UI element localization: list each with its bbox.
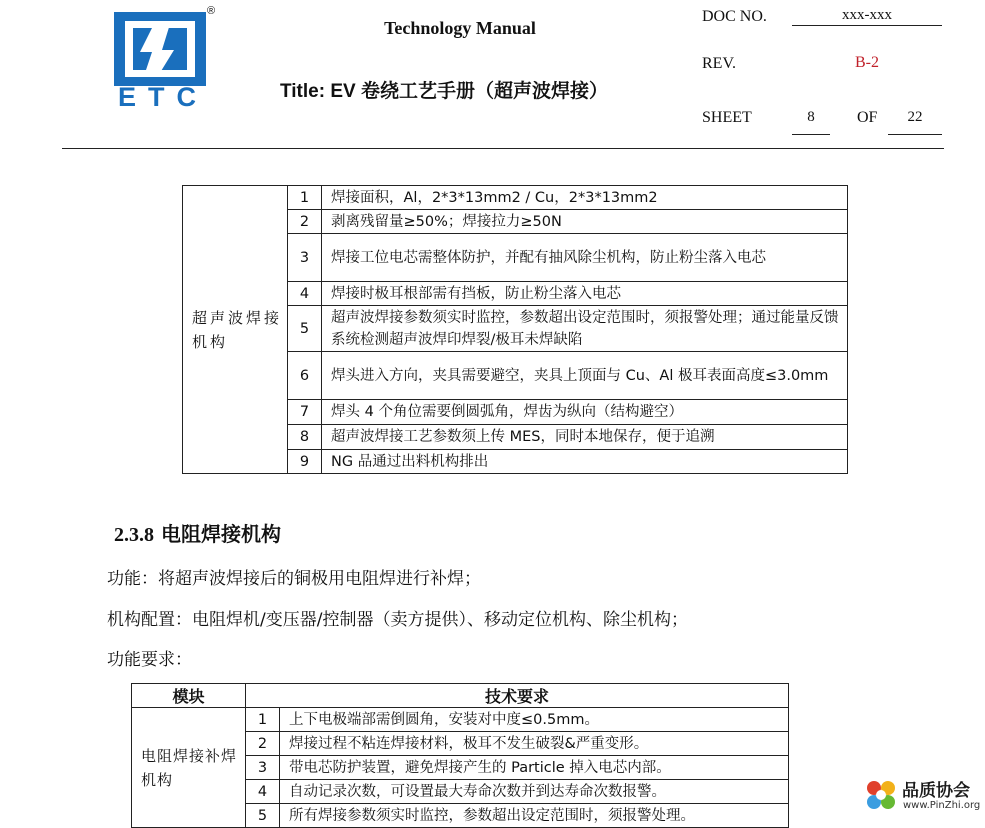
header-requirements: 技术要求 — [246, 684, 789, 708]
row-number: 2 — [288, 210, 322, 234]
requirements-paragraph: 功能要求： — [107, 650, 192, 670]
pinzhi-logo-icon — [862, 778, 900, 816]
header-divider — [62, 148, 944, 149]
row-number: 1 — [288, 186, 322, 210]
requirement-text: 剥离残留量≥50%；焊接拉力≥50N — [322, 210, 848, 234]
requirement-text: 焊头 4 个角位需要倒圆弧角，焊齿为纵向（结构避空） — [322, 400, 848, 425]
requirement-text: 自动记录次数，可设置最大寿命次数并到达寿命次数报警。 — [280, 780, 789, 804]
requirement-text: 超声波焊接工艺参数须上传 MES，同时本地保存，便于追溯 — [322, 425, 848, 450]
requirement-text: 焊接面积，Al，2*3*13mm2 / Cu，2*3*13mm2 — [322, 186, 848, 210]
row-number: 5 — [288, 306, 322, 352]
row-number: 3 — [246, 756, 280, 780]
row-number: 2 — [246, 732, 280, 756]
section-title: 电阻焊接机构 — [160, 522, 281, 546]
row-number: 4 — [288, 282, 322, 306]
etc-logo — [114, 12, 206, 86]
registered-mark: ® — [207, 5, 216, 17]
requirement-text: 焊接时极耳根部需有挡板，防止粉尘落入电芯 — [322, 282, 848, 306]
section-heading — [114, 518, 281, 547]
row-number: 4 — [246, 780, 280, 804]
table-row — [183, 186, 848, 210]
watermark-url: www.PinZhi.org — [903, 800, 981, 811]
requirement-text: 焊接过程不粘连焊接材料，极耳不发生破裂&严重变形。 — [280, 732, 789, 756]
requirement-text: 所有焊接参数须实时监控，参数超出设定范围时，须报警处理。 — [280, 804, 789, 828]
row-number: 7 — [288, 400, 322, 425]
module-cell: 超声波焊接机构 — [183, 186, 288, 474]
watermark-name: 品质协会 — [902, 781, 970, 801]
row-number: 3 — [288, 234, 322, 282]
requirement-text: 超声波焊接参数须实时监控，参数超出设定范围时，须报警处理；通过能量反馈系统检测超声波焊印焊裂/极耳未焊缺陷 — [322, 306, 848, 352]
ultrasonic-welding-table — [182, 185, 848, 474]
rev-value: B-2 — [855, 54, 879, 71]
requirement-text: 焊接工位电芯需整体防护，并配有抽风除尘机构，防止粉尘落入电芯 — [322, 234, 848, 282]
requirement-text: NG 品通过出料机构排出 — [322, 450, 848, 474]
header-module: 模块 — [132, 684, 246, 708]
document-title: Title: EV 卷绕工艺手册（超声波焊接） — [280, 81, 608, 102]
row-number: 8 — [288, 425, 322, 450]
section-number: 2.3.8 — [114, 524, 154, 546]
of-label: OF — [857, 109, 878, 126]
doc-no-label: DOC NO. — [702, 8, 767, 25]
module-cell: 电阻焊接补焊机构 — [132, 708, 246, 828]
doc-no-value: xxx-xxx — [792, 7, 942, 26]
requirement-text: 带电芯防护装置，避免焊接产生的 Particle 掉入电芯内部。 — [280, 756, 789, 780]
function-paragraph: 功能：将超声波焊接后的铜极用电阻焊进行补焊； — [107, 569, 481, 589]
rev-label: REV. — [702, 55, 736, 72]
of-value: 22 — [888, 109, 942, 135]
resistance-welding-table — [131, 683, 789, 828]
row-number: 1 — [246, 708, 280, 732]
requirement-text: 上下电极端部需倒圆角，安装对中度≤0.5mm。 — [280, 708, 789, 732]
requirement-text: 焊头进入方向，夹具需要避空，夹具上顶面与 Cu、Al 极耳表面高度≤3.0mm — [322, 352, 848, 400]
row-number: 5 — [246, 804, 280, 828]
config-paragraph: 机构配置：电阻焊机/变压器/控制器（卖方提供）、移动定位机构、除尘机构； — [107, 610, 688, 630]
logo-text: ETC — [118, 82, 208, 112]
row-number: 6 — [288, 352, 322, 400]
sheet-value: 8 — [792, 109, 830, 135]
table-row — [132, 708, 789, 732]
row-number: 9 — [288, 450, 322, 474]
manual-title: Technology Manual — [384, 18, 536, 38]
sheet-label: SHEET — [702, 109, 752, 126]
table-header-row — [132, 684, 789, 708]
